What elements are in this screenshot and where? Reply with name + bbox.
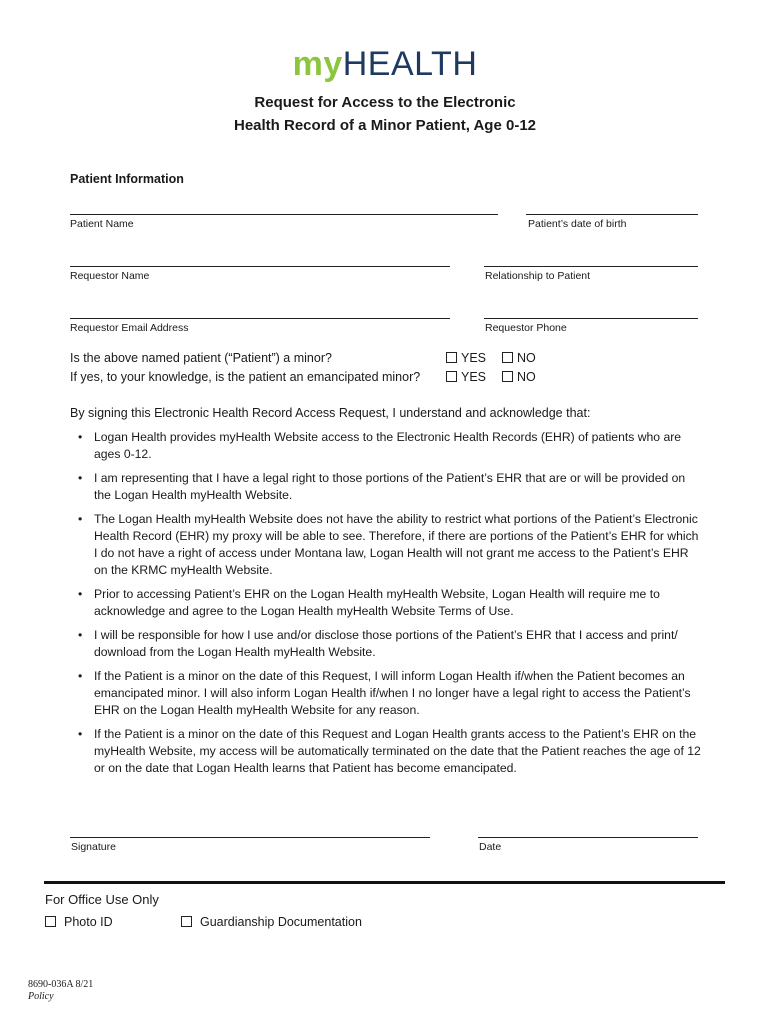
patient-name-label: Patient Name	[70, 218, 134, 230]
minor-yes-option[interactable]	[446, 351, 486, 365]
photo-id-option[interactable]	[45, 915, 113, 929]
emancipated-yes-label: YES	[461, 370, 487, 384]
logo-health: HEALTH	[342, 45, 478, 83]
ack-item: • I am representing that I have a legal right to those portions of the Patient’s EHR that are or will be provided on the Logan Health myHealth Website.	[72, 470, 702, 504]
patient-info-heading: Patient Information	[70, 172, 184, 186]
myhealth-logo	[0, 44, 770, 84]
minor-yes-checkbox[interactable]	[446, 352, 457, 363]
requestor-phone-field[interactable]	[484, 318, 698, 319]
requestor-email-label: Requestor Email Address	[70, 322, 189, 334]
ack-item: • Prior to accessing Patient’s EHR on the Logan Health myHealth Website, Logan Health will require me to acknowledge and agree to the Logan Health myHealth Website Terms of Use.	[72, 586, 702, 620]
page-title-line-2: Health Record of a Minor Patient, Age 0-12	[234, 117, 536, 134]
form-category: Policy	[28, 991, 54, 1002]
minor-no-label: NO	[517, 351, 536, 365]
guardianship-option[interactable]	[181, 915, 362, 929]
relationship-label: Relationship to Patient	[485, 270, 591, 282]
guardianship-checkbox[interactable]	[181, 916, 192, 927]
photo-id-label: Photo ID	[64, 915, 113, 929]
guardianship-label: Guardianship Documentation	[200, 915, 362, 929]
date-field[interactable]	[478, 837, 698, 838]
requestor-phone-label: Requestor Phone	[485, 322, 567, 334]
ack-item: • If the Patient is a minor on the date of this Request, I will inform Logan Health if/when the Patient becomes an emancipated minor. I will also inform Logan Health if/when I no longer have a legal right to access the Patient’s EHR on the Logan Health myHealth Website for any reason.	[72, 668, 702, 719]
emancipated-no-checkbox[interactable]	[502, 371, 513, 382]
patient-dob-field[interactable]	[526, 214, 698, 215]
ack-item: • Logan Health provides myHealth Website access to the Electronic Health Records (EHR) of patients who are ages 0-12.	[72, 429, 702, 463]
acknowledgement-intro: By signing this Electronic Health Record Access Request, I understand and acknowledge that:	[70, 406, 591, 420]
minor-no-option[interactable]	[502, 351, 536, 365]
office-use-title: For Office Use Only	[45, 892, 159, 907]
emancipated-yes-checkbox[interactable]	[446, 371, 457, 382]
ack-item: • If the Patient is a minor on the date of this Request and Logan Health grants access to the Patient’s EHR on the myHealth Website, my access will be automatically terminated on the date that the Patient reaches the age of 12 or on the date that Logan Health learns that Patient has become emancipated.	[72, 726, 702, 777]
question-minor: Is the above named patient (“Patient”) a minor?	[70, 351, 332, 365]
relationship-field[interactable]	[484, 266, 698, 267]
signature-label: Signature	[71, 841, 116, 853]
patient-name-field[interactable]	[70, 214, 498, 215]
ack-item: • The Logan Health myHealth Website does not have the ability to restrict what portions of the Patient’s Electronic Health Record (EHR) my proxy will be able to see. Therefore, if there are portions of the Patient’s EHR for which I do not have a right of access under Montana law, Logan Health will not grant me access to the Patient’s EHR on the KRMC myHealth Website.	[72, 511, 702, 579]
requestor-name-label: Requestor Name	[70, 270, 150, 282]
minor-no-checkbox[interactable]	[502, 352, 513, 363]
requestor-email-field[interactable]	[70, 318, 450, 319]
signature-field[interactable]	[70, 837, 430, 838]
form-number: 8690-036A 8/21	[28, 979, 94, 990]
minor-yes-label: YES	[461, 351, 487, 365]
emancipated-no-option[interactable]	[502, 370, 536, 384]
page-title-line-1: Request for Access to the Electronic	[254, 94, 516, 111]
ack-item: • I will be responsible for how I use and/or disclose those portions of the Patient’s EHR that I access and print/ download from the Logan Health myHealth Website.	[72, 627, 702, 661]
logo-my: my	[292, 45, 343, 83]
emancipated-no-label: NO	[517, 370, 536, 384]
photo-id-checkbox[interactable]	[45, 916, 56, 927]
question-emancipated: If yes, to your knowledge, is the patient an emancipated minor?	[70, 370, 421, 384]
patient-dob-label: Patient’s date of birth	[528, 218, 627, 230]
acknowledgement-list	[72, 429, 702, 777]
emancipated-yes-option[interactable]	[446, 370, 486, 384]
section-divider	[44, 881, 725, 884]
date-label: Date	[479, 841, 502, 853]
requestor-name-field[interactable]	[70, 266, 450, 267]
